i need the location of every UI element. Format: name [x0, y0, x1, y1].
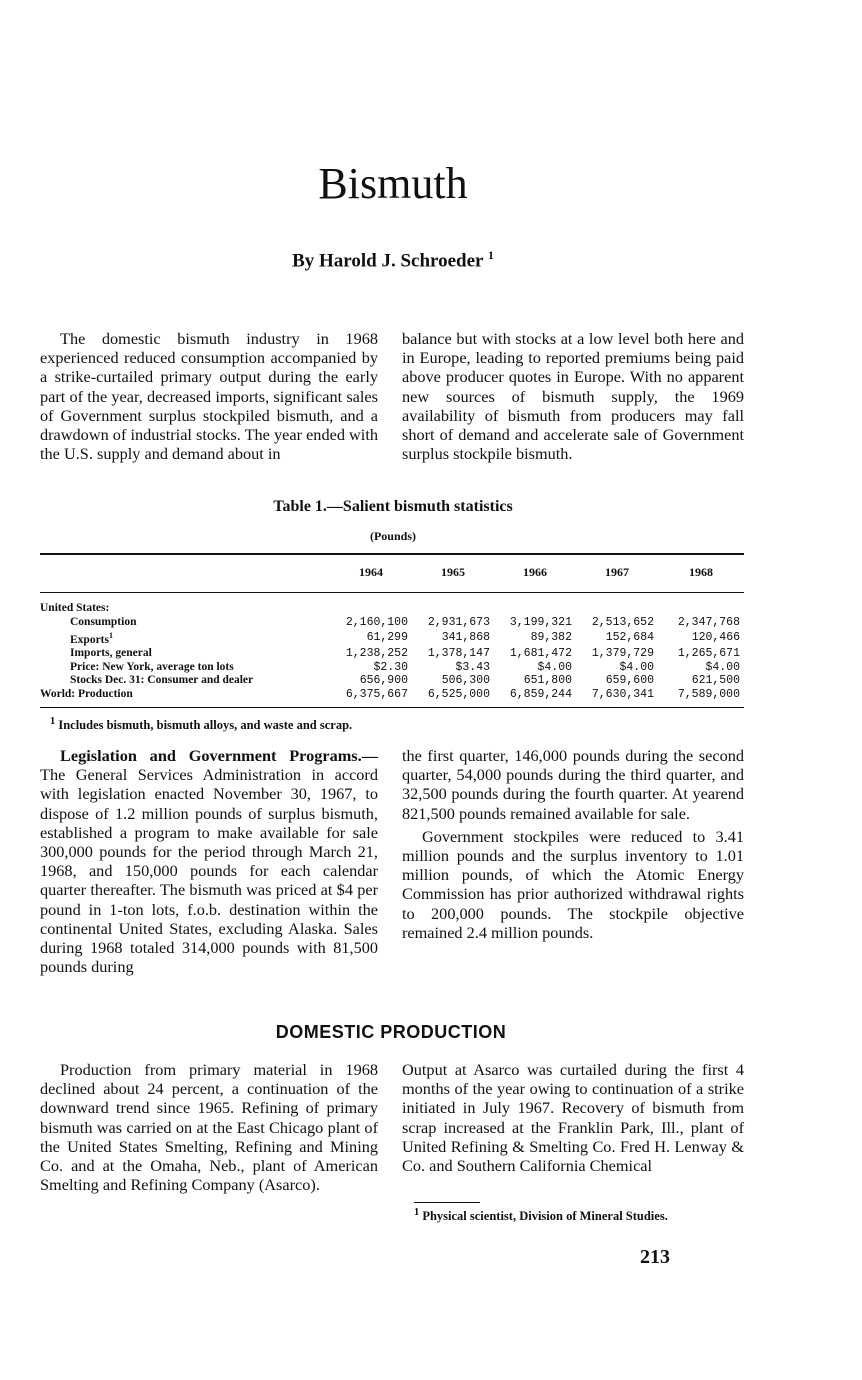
- salient-statistics-table: [40, 565, 744, 701]
- table-row: [40, 616, 744, 630]
- legislation-paragraph-right-1: the first quarter, 146,000 pounds during the second quarter, 54,000 pounds during the third quarter, and 32,500 pounds during the fourth quarter. At yearend 821,500 pounds remained available for sale.: [402, 746, 744, 823]
- table-cell: 2,160,100: [345, 615, 408, 629]
- page-footnote: [414, 1207, 754, 1224]
- table-cell: 89,382: [530, 631, 572, 645]
- table-cell: 3,199,321: [509, 615, 572, 629]
- author-name: By Harold J. Schroeder: [292, 250, 484, 272]
- table-cell: 1,379,729: [591, 647, 654, 661]
- table-cell: 1,378,147: [427, 647, 490, 661]
- row-label-text: Stocks Dec. 31: Consumer and dealer: [70, 674, 254, 687]
- table-header-year: 1968: [689, 565, 713, 579]
- domestic-left-column: [40, 1060, 378, 1194]
- table-cell: 152,684: [605, 631, 654, 645]
- table-row-label: [40, 629, 330, 647]
- page-footnote-text: Physical scientist, Division of Mineral Studies.: [422, 1209, 668, 1224]
- table-cell: 656,900: [359, 674, 408, 688]
- legislation-paragraph-right-2: Government stockpiles were reduced to 3.41 million pounds and the surplus inventory to 1.01 million pounds, of which the Atomic Energy Commission has prior authorized withdrawal rights to 200,000 pounds. The stockpile objective remained 2.4 million pounds.: [402, 826, 744, 942]
- legislation-right-column: [402, 746, 744, 942]
- table-row-label: [40, 688, 330, 702]
- table-header-blank: [40, 565, 330, 594]
- domestic-paragraph-right: Output at Asarco was curtailed during the first 4 months of the year owing to continuation of a strike initiated in July 1967. Recovery of bismuth from scrap increased at the Franklin Park, Ill., plant of United Refining & Smelting Co. Fred H. Lenway & Co. and Southern California Chemical: [402, 1060, 744, 1176]
- table-row-label: [40, 616, 330, 630]
- page-number: 213: [640, 1246, 670, 1268]
- row-label-text: Price: New York, average ton lots: [70, 660, 234, 673]
- table-bottom-rule: [40, 707, 744, 708]
- table-cell: $4.00: [619, 660, 654, 674]
- table-row: [40, 674, 744, 688]
- section-heading-domestic-production: DOMESTIC PRODUCTION: [275, 1022, 507, 1042]
- table-cell: 61,299: [366, 631, 408, 645]
- table-cell: $4.00: [705, 660, 740, 674]
- table-cell: 6,525,000: [427, 687, 490, 701]
- legislation-text-left: The General Services Administration in accord with legislation enacted November 30, 1967, to dispose of 1.2 million pounds of surplus bismuth, established a program to make available for sale 300,000 pounds for the period through March 21, 1968, and 150,000 pounds for each calendar quarter thereafter. The bismuth was priced at $4 per pound in 1-ton lots, f.o.b. destination within the continental United States, excluding Alaska. Sales during 1968 totaled 314,000 pounds with 81,500 pounds during: [40, 765, 378, 977]
- author-byline: [0, 248, 786, 272]
- table-row-label: [40, 647, 330, 661]
- table-header-year: 1964: [359, 565, 383, 579]
- row-label-text: Imports, general: [70, 647, 152, 660]
- table-cell: 2,931,673: [427, 615, 490, 629]
- page-title: Bismuth: [318, 159, 468, 208]
- intro-right-column: [402, 329, 744, 463]
- table-row-label: [40, 661, 330, 675]
- author-footnote-mark: 1: [487, 248, 494, 262]
- intro-left-column: [40, 329, 378, 463]
- table-header-year: 1965: [441, 565, 465, 579]
- table-row: [40, 647, 744, 661]
- table-header-year: 1967: [605, 565, 629, 579]
- table-footnote-mark: 1: [50, 716, 56, 727]
- table-cell: $3.43: [455, 660, 490, 674]
- table-cell: 120,466: [691, 631, 740, 645]
- table-cell: 6,859,244: [509, 687, 572, 701]
- table-cell: 1,681,472: [509, 647, 572, 661]
- row-label-text: World: Production: [40, 687, 133, 700]
- table-cell: 621,500: [691, 674, 740, 688]
- footnote-separator: [414, 1202, 480, 1203]
- table-row: [40, 688, 744, 702]
- table-header-year: 1966: [523, 565, 547, 579]
- table-cell: 6,375,667: [345, 687, 408, 701]
- table-cell: 1,265,671: [677, 647, 740, 661]
- table-cell: 651,800: [523, 674, 572, 688]
- table-cell: 341,868: [441, 631, 490, 645]
- legislation-left-column: [40, 746, 378, 976]
- row-label-footnote-mark: 1: [108, 631, 113, 640]
- legislation-heading: Legislation and Government Programs.—: [60, 746, 378, 765]
- table-cell: $4.00: [537, 660, 572, 674]
- table-title: Table 1.—Salient bismuth statistics: [273, 498, 513, 515]
- row-label-text: Consumption: [70, 615, 137, 628]
- domestic-right-column: [402, 1060, 744, 1175]
- table-footnote-text: Includes bismuth, bismuth alloys, and waste and scrap.: [58, 718, 353, 733]
- table-footnote: [50, 716, 352, 733]
- table-group-row: [40, 594, 744, 616]
- table-cell: 1,238,252: [345, 647, 408, 661]
- table-cell: 7,589,000: [677, 687, 740, 701]
- table-cell: 7,630,341: [591, 687, 654, 701]
- table-cell: $2.30: [373, 660, 408, 674]
- table-row: [40, 629, 744, 647]
- intro-paragraph-left: The domestic bismuth industry in 1968 experienced reduced consumption accompanied by a strike-curtailed primary output during the early part of the year, decreased imports, significant sales of Government surplus stockpiled bismuth, and a drawdown of industrial stocks. The year ended with the U.S. supply and demand about in: [40, 329, 378, 464]
- table-cell: 506,300: [441, 674, 490, 688]
- table-row-label: [40, 674, 330, 688]
- table-cell: 659,600: [605, 674, 654, 688]
- intro-paragraph-right: balance but with stocks at a low level both here and in Europe, leading to reported premiums being paid above producer quotes in Europe. With no apparent new sources of bismuth supply, the 1969 availability of bismuth from producers may fall short of demand and accelerate sale of Government surplus stockpile bismuth.: [402, 329, 744, 464]
- table-cell: 2,347,768: [677, 615, 740, 629]
- page-footnote-mark: 1: [414, 1207, 420, 1218]
- table-row: [40, 661, 744, 675]
- row-label-text: Exports: [70, 633, 109, 646]
- table-cell: 2,513,652: [591, 615, 654, 629]
- table-header-row: [40, 565, 744, 594]
- domestic-paragraph-left: Production from primary material in 1968 declined about 24 percent, a continuation of the downward trend since 1965. Refining of primary bismuth was carried on at the East Chicago plant of the United States Smelting, Refining and Mining Co. and at the Omaha, Neb., plant of American Smelting and Refining Company (Asarco).: [40, 1060, 378, 1195]
- legislation-paragraph: [40, 746, 378, 976]
- table-units: (Pounds): [369, 529, 416, 543]
- table-group-label: United States:: [40, 602, 110, 614]
- table-top-rule: [40, 553, 744, 555]
